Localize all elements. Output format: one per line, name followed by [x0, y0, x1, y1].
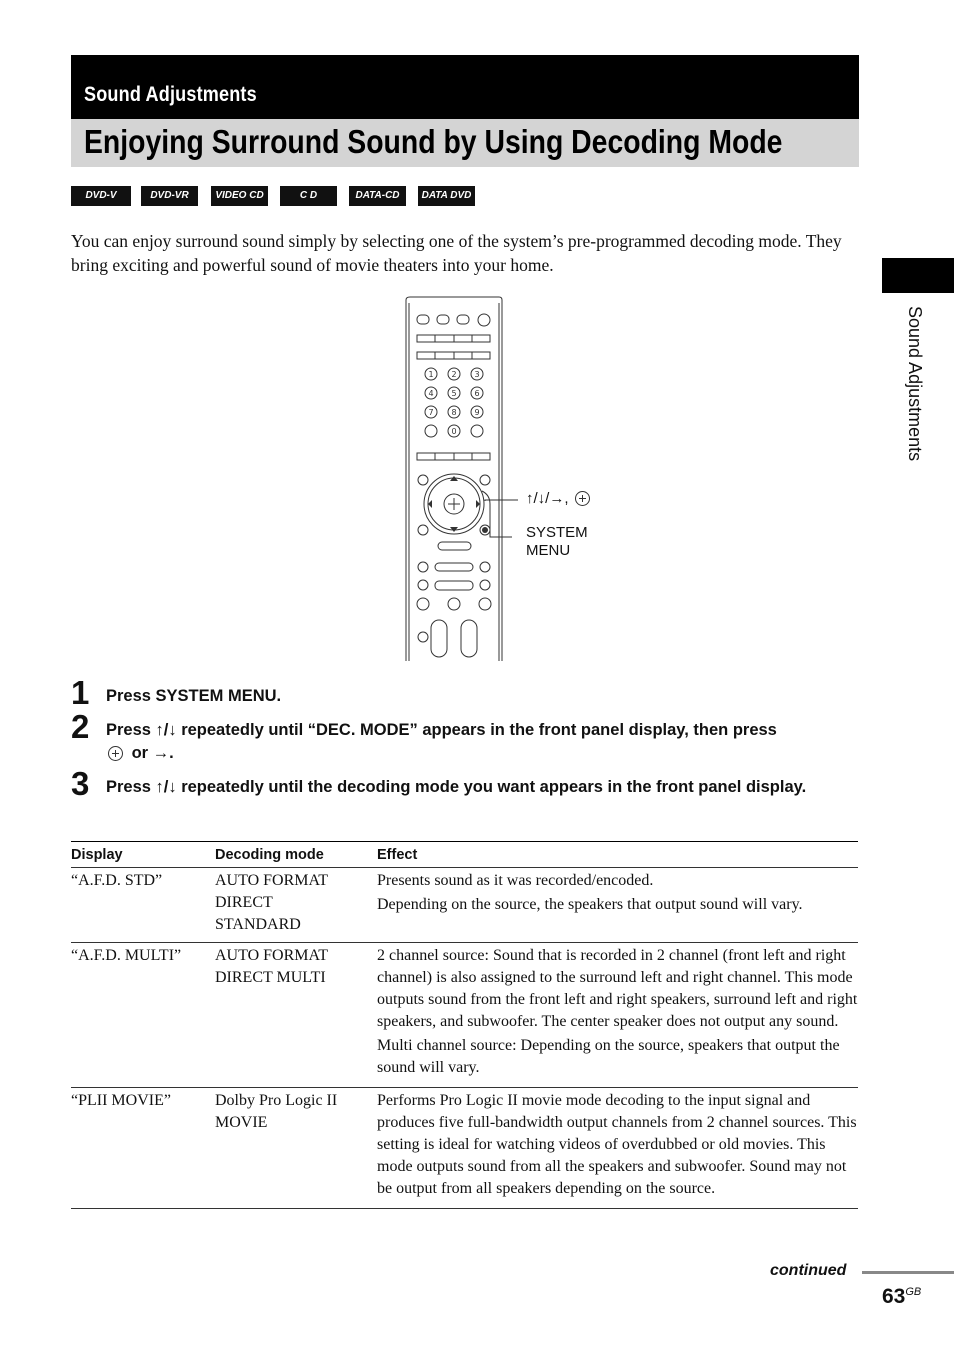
badge-cd: C D [280, 186, 337, 206]
cell-effect [377, 1088, 858, 1209]
intro-paragraph: You can enjoy surround sound simply by selecting one of the system’s pre-programmed decoding mode. They bring exciting and powerful sound of movie theaters into your home. [71, 231, 842, 275]
step-text-part-b: or →. [131, 744, 174, 762]
step-number: 2 [71, 708, 90, 745]
table-header-row [71, 842, 858, 868]
table-row [71, 1088, 858, 1209]
cell-mode: AUTO FORMAT DIRECT STANDARD [215, 868, 377, 943]
side-tab-marker [882, 258, 954, 293]
step-text: Press SYSTEM MENU. [106, 687, 282, 705]
table-row [71, 943, 858, 1088]
svg-text:4: 4 [428, 389, 434, 398]
cell-mode: AUTO FORMAT DIRECT MULTI [215, 943, 377, 1088]
callout-system-text: SYSTEM [526, 524, 588, 541]
cell-display: “A.F.D. STD” [71, 868, 215, 943]
column-header-display: Display [71, 842, 215, 868]
continued-label: continued [770, 1262, 847, 1279]
cell-effect [377, 943, 858, 1088]
svg-text:8: 8 [451, 408, 457, 417]
side-tab-label: Sound Adjustments [905, 306, 925, 462]
table-row [71, 868, 858, 943]
cell-mode: Dolby Pro Logic II MOVIE [215, 1088, 377, 1209]
page-title: Enjoying Surround Sound by Using Decoding Mode [84, 123, 783, 160]
effect-paragraph: Multi channel source: Depending on the source, speakers that output the sound will vary. [377, 1037, 840, 1076]
enter-icon [575, 491, 590, 506]
section-header-bar [71, 55, 859, 119]
step-text-part-a: Press ↑/↓ repeatedly until “DEC. MODE” appears in the front panel display, then press [106, 721, 777, 739]
badge-data-cd: DATA-CD [349, 186, 406, 206]
decoding-mode-table [71, 841, 858, 1209]
svg-text:5: 5 [451, 389, 457, 398]
callout-menu-text: MENU [526, 542, 571, 559]
svg-text:6: 6 [474, 389, 480, 398]
effect-paragraph: Performs Pro Logic II movie mode decoding to the input signal and produces five full-bandwidth output channels from 2 channel sources. This setting is ideal for watching videos of overdubbed or old movies. This mode outputs sound from all the speakers and subwoofer. Sound may not be output from all speakers depending on the source. [377, 1092, 857, 1197]
svg-text:3: 3 [474, 370, 480, 379]
step-text [106, 719, 861, 765]
cell-effect [377, 868, 858, 943]
callout-system-menu-label [526, 524, 588, 560]
svg-text:1: 1 [428, 370, 434, 379]
effect-paragraph: 2 channel source: Sound that is recorded in 2 channel (front left and right channel) is also assigned to the surround left and right channel. This mode outputs sound from the front left and right speakers, surround left and right speakers, and subwoofer. The center speaker does not output any sound. [377, 947, 858, 1030]
step-text: Press ↑/↓ repeatedly until the decoding mode you want appears in the front panel display. [106, 778, 807, 796]
badge-dvd-v: DVD-V [71, 186, 131, 206]
remote-control-illustration [400, 295, 615, 665]
title-bar [71, 119, 859, 167]
effect-paragraph: Presents sound as it was recorded/encoded. [377, 872, 654, 889]
cell-display: “A.F.D. MULTI” [71, 943, 215, 1088]
column-header-decoding-mode: Decoding mode [215, 842, 377, 868]
svg-text:2: 2 [451, 370, 457, 379]
badge-video-cd: VIDEO CD [211, 186, 268, 206]
page-number [882, 1285, 921, 1309]
cell-display: “PLII MOVIE” [71, 1088, 215, 1209]
svg-text:7: 7 [428, 408, 434, 417]
badge-data-dvd: DATA DVD [418, 186, 475, 206]
step-number: 1 [71, 674, 90, 711]
enter-icon [108, 746, 123, 761]
step-number: 3 [71, 765, 90, 802]
callout-arrows-text: ↑/↓/→, [526, 490, 569, 507]
svg-text:0: 0 [451, 427, 457, 436]
page-number-value: 63 [882, 1285, 906, 1308]
continued-rule [862, 1271, 954, 1274]
callout-arrows-label [526, 490, 594, 508]
svg-text:9: 9 [474, 408, 480, 417]
page-number-suffix: GB [905, 1286, 922, 1298]
column-header-effect: Effect [377, 842, 858, 868]
section-title: Sound Adjustments [84, 83, 257, 106]
effect-paragraph: Depending on the source, the speakers that output sound will vary. [377, 896, 803, 913]
badge-dvd-vr: DVD-VR [141, 186, 198, 206]
